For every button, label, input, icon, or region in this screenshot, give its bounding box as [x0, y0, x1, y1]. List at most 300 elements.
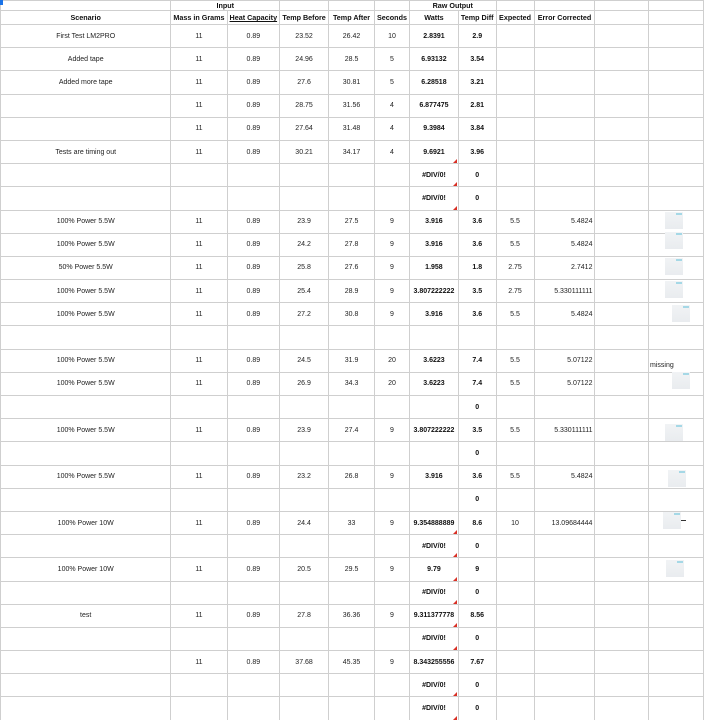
cell-heat-capacity[interactable]: 0.89: [227, 558, 280, 581]
cell-heat-capacity[interactable]: 0.89: [227, 651, 280, 674]
cell-temp-before[interactable]: [280, 442, 329, 465]
cell-temp-diff[interactable]: 0: [458, 627, 496, 650]
cell-error-corrected[interactable]: [534, 326, 595, 349]
cell-expected[interactable]: [496, 396, 534, 419]
cell-empty[interactable]: [595, 280, 648, 303]
cell-error-corrected[interactable]: [534, 442, 595, 465]
cell-mass[interactable]: 11: [171, 117, 227, 140]
cell-scenario[interactable]: [1, 94, 171, 117]
cell-seconds[interactable]: 9: [375, 651, 410, 674]
cell-mass[interactable]: 11: [171, 303, 227, 326]
cell-mass[interactable]: 11: [171, 604, 227, 627]
cell-temp-after[interactable]: [329, 396, 375, 419]
cell-heat-capacity[interactable]: 0.89: [227, 48, 280, 71]
col-header-scenario[interactable]: Scenario: [1, 11, 171, 25]
cell-empty[interactable]: [648, 442, 703, 465]
cell-expected[interactable]: [496, 651, 534, 674]
cell-mass[interactable]: 11: [171, 140, 227, 163]
cell-scenario[interactable]: 50% Power 5.5W: [1, 256, 171, 279]
cell-temp-diff[interactable]: 2.9: [458, 25, 496, 48]
cell-error-corrected[interactable]: [534, 604, 595, 627]
cell-temp-diff[interactable]: 3.6: [458, 465, 496, 488]
cell-seconds[interactable]: 9: [375, 210, 410, 233]
cell-expected[interactable]: 5.5: [496, 349, 534, 372]
cell-scenario[interactable]: 100% Power 5.5W: [1, 303, 171, 326]
cell-mass[interactable]: 11: [171, 256, 227, 279]
cell-temp-before[interactable]: 25.8: [280, 256, 329, 279]
cell-scenario[interactable]: 100% Power 5.5W: [1, 280, 171, 303]
cell-heat-capacity[interactable]: [227, 488, 280, 511]
cell-mass[interactable]: 11: [171, 465, 227, 488]
cell-empty[interactable]: [595, 396, 648, 419]
cell-heat-capacity[interactable]: 0.89: [227, 71, 280, 94]
cell-seconds[interactable]: [375, 396, 410, 419]
cell-seconds[interactable]: 10: [375, 25, 410, 48]
cell-temp-before[interactable]: [280, 187, 329, 210]
cell-temp-before[interactable]: 20.5: [280, 558, 329, 581]
cell-heat-capacity[interactable]: 0.89: [227, 465, 280, 488]
col-header-temp-before[interactable]: Temp Before: [280, 11, 329, 25]
cell-scenario[interactable]: First Test LM2PRO: [1, 25, 171, 48]
cell-temp-before[interactable]: 26.9: [280, 372, 329, 395]
cell-expected[interactable]: 5.5: [496, 303, 534, 326]
cell-empty[interactable]: [595, 71, 648, 94]
cell-temp-diff[interactable]: 3.54: [458, 48, 496, 71]
cell-mass[interactable]: 11: [171, 48, 227, 71]
cell-temp-after[interactable]: [329, 697, 375, 720]
cell-error-corrected[interactable]: [534, 535, 595, 558]
cell-seconds[interactable]: 20: [375, 372, 410, 395]
cell-temp-before[interactable]: 28.75: [280, 94, 329, 117]
cell-heat-capacity[interactable]: 0.89: [227, 256, 280, 279]
cell-temp-before[interactable]: [280, 535, 329, 558]
cell-watts[interactable]: 9.6921: [409, 140, 458, 163]
cell-error-corrected[interactable]: 2.7412: [534, 256, 595, 279]
cell-seconds[interactable]: 9: [375, 558, 410, 581]
cell-scenario[interactable]: [1, 164, 171, 187]
image-thumbnail[interactable]: [663, 512, 681, 529]
cell-error-corrected[interactable]: [534, 117, 595, 140]
cell-seconds[interactable]: [375, 581, 410, 604]
cell-seconds[interactable]: 9: [375, 233, 410, 256]
cell-error-corrected[interactable]: 5.07122: [534, 372, 595, 395]
cell-watts[interactable]: 3.916: [409, 210, 458, 233]
cell-error-corrected[interactable]: [534, 140, 595, 163]
cell-temp-before[interactable]: [280, 488, 329, 511]
cell-temp-after[interactable]: 34.3: [329, 372, 375, 395]
cell-seconds[interactable]: 4: [375, 140, 410, 163]
cell-watts[interactable]: 9.3984: [409, 117, 458, 140]
cell-empty[interactable]: [648, 396, 703, 419]
cell-temp-before[interactable]: 24.96: [280, 48, 329, 71]
cell-temp-after[interactable]: [329, 627, 375, 650]
cell-scenario[interactable]: [1, 442, 171, 465]
cell-empty[interactable]: [595, 581, 648, 604]
image-thumbnail[interactable]: [665, 424, 683, 441]
cell-mass[interactable]: 11: [171, 71, 227, 94]
cell-seconds[interactable]: [375, 187, 410, 210]
cell-watts[interactable]: 3.6223: [409, 372, 458, 395]
cell-scenario[interactable]: Tests are timing out: [1, 140, 171, 163]
cell-watts[interactable]: 9.311377778: [409, 604, 458, 627]
cell-expected[interactable]: [496, 558, 534, 581]
cell-seconds[interactable]: [375, 697, 410, 720]
cell-temp-before[interactable]: 27.2: [280, 303, 329, 326]
cell-mass[interactable]: [171, 164, 227, 187]
cell-scenario[interactable]: Added tape: [1, 48, 171, 71]
cell-empty[interactable]: [595, 511, 648, 534]
cell-scenario[interactable]: Added more tape: [1, 71, 171, 94]
cell-expected[interactable]: 5.5: [496, 210, 534, 233]
cell-temp-before[interactable]: 30.21: [280, 140, 329, 163]
cell-scenario[interactable]: [1, 396, 171, 419]
cell-temp-after[interactable]: 29.5: [329, 558, 375, 581]
cell-temp-after[interactable]: 27.6: [329, 256, 375, 279]
cell-expected[interactable]: [496, 140, 534, 163]
cell-empty[interactable]: [595, 140, 648, 163]
cell-empty[interactable]: [595, 488, 648, 511]
cell-temp-before[interactable]: [280, 674, 329, 697]
cell-scenario[interactable]: [1, 651, 171, 674]
cell-watts[interactable]: 3.916: [409, 233, 458, 256]
cell-watts[interactable]: #DIV/0!: [409, 697, 458, 720]
cell-error-corrected[interactable]: [534, 581, 595, 604]
cell-scenario[interactable]: 100% Power 5.5W: [1, 419, 171, 442]
raw-output-group-header[interactable]: Raw Output: [409, 1, 496, 11]
cell-temp-before[interactable]: 37.68: [280, 651, 329, 674]
cell-error-corrected[interactable]: [534, 558, 595, 581]
cell-empty[interactable]: [595, 419, 648, 442]
cell-temp-diff[interactable]: 1.8: [458, 256, 496, 279]
cell-empty[interactable]: [648, 71, 703, 94]
cell-temp-after[interactable]: [329, 187, 375, 210]
cell-empty[interactable]: [648, 164, 703, 187]
cell-temp-before[interactable]: 23.9: [280, 419, 329, 442]
cell-watts[interactable]: #DIV/0!: [409, 581, 458, 604]
cell-seconds[interactable]: [375, 674, 410, 697]
cell-temp-after[interactable]: 28.9: [329, 280, 375, 303]
cell-empty[interactable]: [595, 117, 648, 140]
cell-temp-before[interactable]: 23.9: [280, 210, 329, 233]
cell-seconds[interactable]: 4: [375, 117, 410, 140]
cell-scenario[interactable]: [1, 187, 171, 210]
cell-empty[interactable]: [648, 48, 703, 71]
cell-mass[interactable]: 11: [171, 349, 227, 372]
col-header-seconds[interactable]: Seconds: [375, 11, 410, 25]
cell-expected[interactable]: 10: [496, 511, 534, 534]
cell-heat-capacity[interactable]: 0.89: [227, 210, 280, 233]
image-thumbnail[interactable]: [665, 212, 683, 229]
cell-seconds[interactable]: 9: [375, 511, 410, 534]
cell-mass[interactable]: 11: [171, 233, 227, 256]
cell-watts[interactable]: #DIV/0!: [409, 674, 458, 697]
cell-scenario[interactable]: 100% Power 5.5W: [1, 372, 171, 395]
cell-temp-after[interactable]: 33: [329, 511, 375, 534]
cell-temp-before[interactable]: [280, 697, 329, 720]
cell-temp-diff[interactable]: [458, 326, 496, 349]
cell-error-corrected[interactable]: [534, 25, 595, 48]
cell-temp-after[interactable]: [329, 488, 375, 511]
cell-empty[interactable]: [595, 651, 648, 674]
cell-seconds[interactable]: 20: [375, 349, 410, 372]
cell-heat-capacity[interactable]: [227, 581, 280, 604]
cell-temp-after[interactable]: [329, 164, 375, 187]
cell-heat-capacity[interactable]: 0.89: [227, 94, 280, 117]
cell-scenario[interactable]: [1, 535, 171, 558]
cell-watts[interactable]: 6.877475: [409, 94, 458, 117]
cell-temp-diff[interactable]: 3.21: [458, 71, 496, 94]
cell-watts[interactable]: [409, 396, 458, 419]
cell-expected[interactable]: [496, 164, 534, 187]
cell-empty[interactable]: [595, 674, 648, 697]
cell-expected[interactable]: 2.75: [496, 256, 534, 279]
cell-heat-capacity[interactable]: 0.89: [227, 511, 280, 534]
cell-empty[interactable]: [648, 627, 703, 650]
col-header-temp-after[interactable]: Temp After: [329, 11, 375, 25]
cell-temp-after[interactable]: 28.5: [329, 48, 375, 71]
cell-heat-capacity[interactable]: [227, 326, 280, 349]
cell-scenario[interactable]: [1, 697, 171, 720]
cell-empty[interactable]: [648, 535, 703, 558]
cell-temp-diff[interactable]: 0: [458, 488, 496, 511]
cell-temp-before[interactable]: [280, 326, 329, 349]
cell-temp-after[interactable]: 27.8: [329, 233, 375, 256]
cell-temp-diff[interactable]: 3.6: [458, 210, 496, 233]
cell-seconds[interactable]: [375, 164, 410, 187]
cell-scenario[interactable]: test: [1, 604, 171, 627]
input-group-header[interactable]: Input: [171, 1, 280, 11]
cell-temp-after[interactable]: [329, 326, 375, 349]
cell-empty[interactable]: [595, 94, 648, 117]
cell-expected[interactable]: [496, 442, 534, 465]
cell-scenario[interactable]: 100% Power 5.5W: [1, 233, 171, 256]
cell-temp-diff[interactable]: 3.96: [458, 140, 496, 163]
cell-scenario[interactable]: 100% Power 10W: [1, 558, 171, 581]
cell-heat-capacity[interactable]: 0.89: [227, 140, 280, 163]
cell-temp-before[interactable]: 25.4: [280, 280, 329, 303]
cell-watts[interactable]: 1.958: [409, 256, 458, 279]
cell-temp-after[interactable]: [329, 535, 375, 558]
cell-temp-diff[interactable]: 8.56: [458, 604, 496, 627]
cell-heat-capacity[interactable]: [227, 697, 280, 720]
col-header-error-corrected[interactable]: Error Corrected: [534, 11, 595, 25]
cell-heat-capacity[interactable]: [227, 396, 280, 419]
cell-error-corrected[interactable]: [534, 651, 595, 674]
cell-watts[interactable]: 3.916: [409, 465, 458, 488]
cell-error-corrected[interactable]: 5.07122: [534, 349, 595, 372]
cell-watts[interactable]: #DIV/0!: [409, 164, 458, 187]
cell-temp-diff[interactable]: 3.5: [458, 419, 496, 442]
cell-expected[interactable]: 5.5: [496, 419, 534, 442]
cell-temp-diff[interactable]: 0: [458, 442, 496, 465]
cell-seconds[interactable]: 5: [375, 48, 410, 71]
cell-error-corrected[interactable]: [534, 627, 595, 650]
cell-temp-after[interactable]: 27.4: [329, 419, 375, 442]
cell-error-corrected[interactable]: 5.4824: [534, 303, 595, 326]
cell-empty[interactable]: [595, 349, 648, 372]
cell-temp-after[interactable]: 30.81: [329, 71, 375, 94]
cell-error-corrected[interactable]: [534, 396, 595, 419]
cell-expected[interactable]: [496, 117, 534, 140]
cell-temp-diff[interactable]: 3.6: [458, 233, 496, 256]
cell-scenario[interactable]: 100% Power 5.5W: [1, 210, 171, 233]
col-header-expected[interactable]: Expected: [496, 11, 534, 25]
cell-temp-before[interactable]: [280, 164, 329, 187]
cell-seconds[interactable]: 9: [375, 419, 410, 442]
cell-watts[interactable]: 8.343255556: [409, 651, 458, 674]
cell-empty[interactable]: [595, 465, 648, 488]
cell-watts[interactable]: #DIV/0!: [409, 627, 458, 650]
cell-temp-after[interactable]: 45.35: [329, 651, 375, 674]
cell-error-corrected[interactable]: [534, 164, 595, 187]
cell-heat-capacity[interactable]: 0.89: [227, 604, 280, 627]
cell-mass[interactable]: [171, 697, 227, 720]
image-thumbnail[interactable]: [665, 232, 683, 249]
cell-empty[interactable]: [648, 94, 703, 117]
cell-heat-capacity[interactable]: [227, 535, 280, 558]
cell-empty[interactable]: [648, 25, 703, 48]
cell-error-corrected[interactable]: [534, 697, 595, 720]
cell-temp-diff[interactable]: 7.67: [458, 651, 496, 674]
cell-scenario[interactable]: 100% Power 10W: [1, 511, 171, 534]
cell-watts[interactable]: #DIV/0!: [409, 535, 458, 558]
cell-heat-capacity[interactable]: [227, 164, 280, 187]
cell-mass[interactable]: 11: [171, 419, 227, 442]
cell-error-corrected[interactable]: [534, 674, 595, 697]
cell-temp-after[interactable]: [329, 442, 375, 465]
cell-watts[interactable]: 3.807222222: [409, 280, 458, 303]
col-header-watts[interactable]: Watts: [409, 11, 458, 25]
cell-empty[interactable]: [648, 581, 703, 604]
cell-mass[interactable]: [171, 627, 227, 650]
cell-temp-diff[interactable]: 2.81: [458, 94, 496, 117]
cell-heat-capacity[interactable]: 0.89: [227, 349, 280, 372]
cell-empty[interactable]: [595, 210, 648, 233]
cell-watts[interactable]: 2.8391: [409, 25, 458, 48]
cell-empty[interactable]: [595, 442, 648, 465]
cell-mass[interactable]: 11: [171, 651, 227, 674]
image-thumbnail[interactable]: [665, 258, 683, 275]
cell-heat-capacity[interactable]: [227, 442, 280, 465]
cell-temp-before[interactable]: 24.5: [280, 349, 329, 372]
cell-mass[interactable]: 11: [171, 280, 227, 303]
cell-error-corrected[interactable]: [534, 48, 595, 71]
cell-seconds[interactable]: [375, 442, 410, 465]
image-thumbnail[interactable]: [672, 372, 690, 389]
cell-empty[interactable]: [648, 488, 703, 511]
cell-empty[interactable]: [648, 651, 703, 674]
cell-empty[interactable]: [595, 256, 648, 279]
cell-heat-capacity[interactable]: [227, 187, 280, 210]
cell-empty[interactable]: [595, 25, 648, 48]
cell-watts[interactable]: 9.354888889: [409, 511, 458, 534]
cell-error-corrected[interactable]: 5.330111111: [534, 280, 595, 303]
cell-mass[interactable]: [171, 488, 227, 511]
cell-temp-diff[interactable]: 0: [458, 674, 496, 697]
cell-error-corrected[interactable]: [534, 187, 595, 210]
cell-expected[interactable]: [496, 326, 534, 349]
cell-heat-capacity[interactable]: 0.89: [227, 419, 280, 442]
cell-seconds[interactable]: 9: [375, 303, 410, 326]
cell-seconds[interactable]: [375, 627, 410, 650]
cell-temp-after[interactable]: [329, 581, 375, 604]
cell-seconds[interactable]: [375, 488, 410, 511]
cell-scenario[interactable]: [1, 627, 171, 650]
col-header-mass[interactable]: Mass in Grams: [171, 11, 227, 25]
cell-mass[interactable]: [171, 581, 227, 604]
cell-temp-diff[interactable]: 8.6: [458, 511, 496, 534]
cell-empty[interactable]: [648, 697, 703, 720]
cell-temp-after[interactable]: 30.8: [329, 303, 375, 326]
cell-temp-diff[interactable]: 3.5: [458, 280, 496, 303]
cell-empty[interactable]: [648, 604, 703, 627]
cell-mass[interactable]: 11: [171, 511, 227, 534]
image-thumbnail[interactable]: [665, 281, 683, 298]
cell-mass[interactable]: [171, 187, 227, 210]
cell-temp-before[interactable]: 23.2: [280, 465, 329, 488]
cell-watts[interactable]: [409, 442, 458, 465]
cell-temp-after[interactable]: 26.42: [329, 25, 375, 48]
cell-error-corrected[interactable]: [534, 94, 595, 117]
cell-empty[interactable]: [648, 187, 703, 210]
cell-expected[interactable]: [496, 25, 534, 48]
cell-empty[interactable]: [648, 326, 703, 349]
cell-temp-diff[interactable]: 0: [458, 697, 496, 720]
cell-temp-before[interactable]: 27.8: [280, 604, 329, 627]
cell-empty[interactable]: [595, 187, 648, 210]
cell-error-corrected[interactable]: 5.4824: [534, 210, 595, 233]
cell-seconds[interactable]: 9: [375, 256, 410, 279]
cell-scenario[interactable]: [1, 488, 171, 511]
cell-watts[interactable]: 6.93132: [409, 48, 458, 71]
cell-empty[interactable]: [595, 535, 648, 558]
cell-temp-diff[interactable]: 0: [458, 535, 496, 558]
cell-expected[interactable]: [496, 187, 534, 210]
cell-seconds[interactable]: 9: [375, 280, 410, 303]
cell-watts[interactable]: 6.28518: [409, 71, 458, 94]
cell-scenario[interactable]: [1, 581, 171, 604]
cell-expected[interactable]: [496, 48, 534, 71]
cell-watts[interactable]: [409, 326, 458, 349]
cell-mass[interactable]: 11: [171, 210, 227, 233]
cell-temp-diff[interactable]: 9: [458, 558, 496, 581]
cell-heat-capacity[interactable]: 0.89: [227, 303, 280, 326]
cell-temp-diff[interactable]: 0: [458, 581, 496, 604]
cell-seconds[interactable]: 9: [375, 604, 410, 627]
cell-error-corrected[interactable]: 13.09684444: [534, 511, 595, 534]
cell-temp-diff[interactable]: 0: [458, 396, 496, 419]
cell-empty[interactable]: [595, 372, 648, 395]
cell-temp-diff[interactable]: 3.84: [458, 117, 496, 140]
cell-mass[interactable]: 11: [171, 94, 227, 117]
cell-seconds[interactable]: 9: [375, 465, 410, 488]
cell-temp-after[interactable]: 31.9: [329, 349, 375, 372]
cell-temp-after[interactable]: 31.48: [329, 117, 375, 140]
cell-empty[interactable]: [595, 164, 648, 187]
cell-temp-diff[interactable]: 0: [458, 187, 496, 210]
cell-error-corrected[interactable]: [534, 71, 595, 94]
cell-temp-diff[interactable]: 0: [458, 164, 496, 187]
cell-expected[interactable]: 5.5: [496, 372, 534, 395]
cell-expected[interactable]: 2.75: [496, 280, 534, 303]
col-header-heat-capacity[interactable]: Heat Capacity: [227, 11, 280, 25]
cell-expected[interactable]: [496, 674, 534, 697]
cell-empty[interactable]: [648, 140, 703, 163]
cell-seconds[interactable]: [375, 535, 410, 558]
cell-mass[interactable]: [171, 396, 227, 419]
cell-mass[interactable]: 11: [171, 25, 227, 48]
cell-empty[interactable]: [595, 233, 648, 256]
